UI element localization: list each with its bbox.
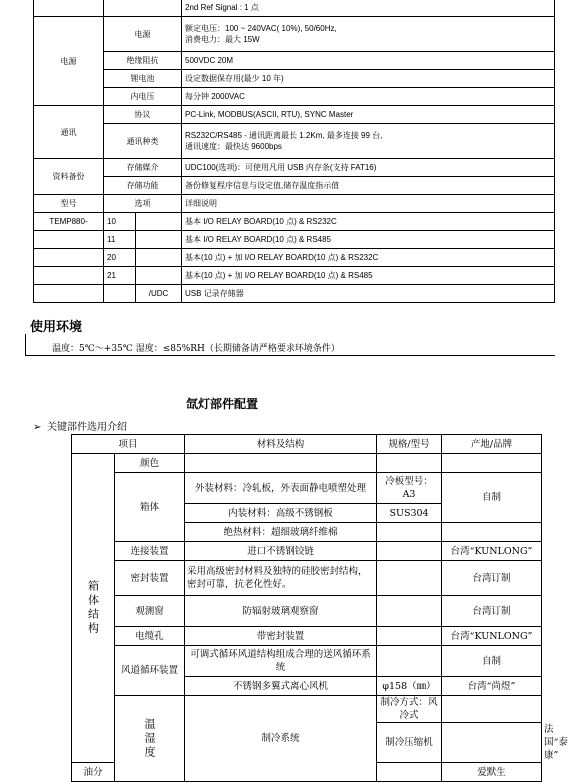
- model-desc: 基本(10 点) + 加 I/O RELAY BOARD(10 点) & RS232C: [182, 249, 555, 267]
- battery-label: 锂电池: [104, 70, 182, 88]
- header-origin: 产地/品牌: [442, 435, 542, 454]
- power-group-label: 电源: [34, 17, 104, 106]
- cell-text: 制冷压缩机: [377, 723, 442, 763]
- cell-text: 冷板型号：A3: [377, 473, 442, 504]
- battery-value: 设定数据保存用(最少 10 年): [182, 70, 555, 88]
- divider: [25, 334, 26, 356]
- model-code: 21: [104, 267, 136, 285]
- divider: [25, 355, 555, 356]
- row-label: 观测窗: [115, 596, 185, 627]
- table-row: [72, 596, 542, 627]
- cell-text: 不锈钢多翼式离心风机: [185, 677, 377, 696]
- box-group-label: 箱体结构: [72, 454, 115, 763]
- protocol-value: PC-Link, MODBUS(ASCII, RTU), SYNC Master: [182, 106, 555, 124]
- model-desc: 基本 I/O RELAY BOARD(10 点) & RS485: [182, 231, 555, 249]
- arrow-bullet-icon: ➢: [33, 422, 42, 433]
- cell-text: 油分: [72, 763, 115, 782]
- header-spec: 规格/型号: [377, 435, 442, 454]
- power-supply-value: 额定电压：100 ~ 240VAC( 10%), 50/60Hz, 消费电力：最大 15W: [182, 17, 555, 52]
- model-code: 20: [104, 249, 136, 267]
- table-row: [34, 17, 555, 52]
- table-row: [72, 696, 542, 723]
- cell-text: 防辐射玻璃观察窗: [185, 596, 377, 627]
- comm-group-label: 通讯: [34, 106, 104, 159]
- withstand-value: 每分钟 2000VAC: [182, 88, 555, 106]
- cell-text: φ158（㎜）: [377, 677, 442, 696]
- func-label: 存储功能: [104, 177, 182, 195]
- header-material: 材料及结构: [185, 435, 377, 454]
- parts-table: [71, 434, 568, 782]
- cell-text: 进口不锈钢铰链: [185, 542, 377, 561]
- row-label: 制冷系统: [185, 696, 377, 782]
- row-label: 箱体: [115, 473, 185, 542]
- cell-text: 台湾订制: [442, 561, 542, 596]
- temp-group-label: 温湿度: [115, 696, 185, 782]
- table-row: 制冷压缩机 法国“泰康”: [72, 723, 542, 763]
- model-base: TEMP880-: [34, 213, 104, 231]
- table-row: [34, 177, 555, 195]
- table-row: [72, 454, 542, 473]
- cell-text: 台湾“KUNLONG”: [442, 627, 542, 646]
- table-row: [72, 473, 542, 504]
- protocol-label: 协议: [104, 106, 182, 124]
- table-row: [34, 195, 555, 213]
- row-label: 电缆孔: [115, 627, 185, 646]
- options-header: 选项: [104, 195, 182, 213]
- header-item: 项目: [72, 435, 185, 454]
- model-desc: 基本(10 点) + 加 I/O RELAY BOARD(10 点) & RS485: [182, 267, 555, 285]
- row-label: 连接装置: [115, 542, 185, 561]
- cell-text: 自制: [442, 473, 542, 523]
- ref-signal-value: 2nd Ref Signal : 1 点: [182, 0, 555, 17]
- environment-title: 使用环境: [30, 320, 83, 335]
- table-row: [72, 561, 542, 596]
- cell-text: 台湾“KUNLONG”: [442, 542, 542, 561]
- cell-text: SUS304: [377, 504, 442, 523]
- table-row: [34, 70, 555, 88]
- comm-type-label: 通讯种类: [104, 124, 182, 159]
- model-desc: 基本 I/O RELAY BOARD(10 点) & RS232C: [182, 213, 555, 231]
- table-row: [34, 52, 555, 70]
- insulation-value: 500VDC 20M: [182, 52, 555, 70]
- environment-text: 温度：5℃～+35℃ 湿度：≤85%RH（长期储备请严格要求环境条件）: [52, 344, 340, 354]
- detail-header: 详细说明: [182, 195, 555, 213]
- media-value: UDC100(选项)：可使用凡用 USB 内存条(支持 FAT16): [182, 159, 555, 177]
- subheading: ➢ 关键部件选用介绍: [33, 422, 127, 433]
- table-row: [34, 88, 555, 106]
- model-code: 11: [104, 231, 136, 249]
- cell-text: 台湾订制: [442, 596, 542, 627]
- cell-text: 制冷方式：风冷式: [377, 696, 442, 723]
- udc-desc: USB 记录存储器: [182, 285, 555, 303]
- table-row: [34, 124, 555, 159]
- table-row: [34, 285, 555, 303]
- cell-text: 爱默生: [442, 763, 542, 782]
- backup-group-label: 资料备份: [34, 159, 104, 195]
- table-row: [34, 231, 555, 249]
- comm-type-value: RS232C/RS485 - 通讯距离最长 1.2Km, 最多连接 99 台, 通讯速度：最快达 9600bps: [182, 124, 555, 159]
- row-label: 风道循环装置: [115, 646, 185, 696]
- table-row: [34, 213, 555, 231]
- spec-table: [33, 0, 555, 303]
- table-row: [72, 646, 542, 677]
- cell-text: 采用高级密封材料及独特的硅胶密封结构，密封可靠，抗老化性好。: [185, 561, 377, 596]
- row-label: 密封装置: [115, 561, 185, 596]
- table-row: [34, 106, 555, 124]
- insulation-label: 绝缘阻抗: [104, 52, 182, 70]
- cell-text: 可调式循环风道结构组成合理的送风循环系统: [185, 646, 377, 677]
- udc-code: /UDC: [136, 285, 182, 303]
- func-value: 备份修复程序信息与设定值,储存温度指示值: [182, 177, 555, 195]
- model-header: 型号: [34, 195, 104, 213]
- lamp-title: 氙灯部件配置: [186, 397, 259, 411]
- cell-text: 带密封装置: [185, 627, 377, 646]
- table-row: [72, 435, 542, 454]
- media-label: 存储媒介: [104, 159, 182, 177]
- row-label: 颜色: [115, 454, 185, 473]
- table-row: [34, 159, 555, 177]
- cell-text: 自制: [442, 646, 542, 677]
- model-code: 10: [104, 213, 136, 231]
- cell-text: 绝热材料：超细玻璃纤维棉: [185, 523, 377, 542]
- power-supply-label: 电源: [104, 17, 182, 52]
- table-row: [34, 267, 555, 285]
- table-row: [34, 249, 555, 267]
- cell-text: 内装材料：高级不锈钢板: [185, 504, 377, 523]
- cell-text: 台湾“尚煜”: [442, 677, 542, 696]
- withstand-label: 内电压: [104, 88, 182, 106]
- table-row: [72, 627, 542, 646]
- table-row: [72, 542, 542, 561]
- cell-text: 外装材料：冷轧板，外表面静电喷塑处理: [185, 473, 377, 504]
- table-row: [34, 0, 555, 17]
